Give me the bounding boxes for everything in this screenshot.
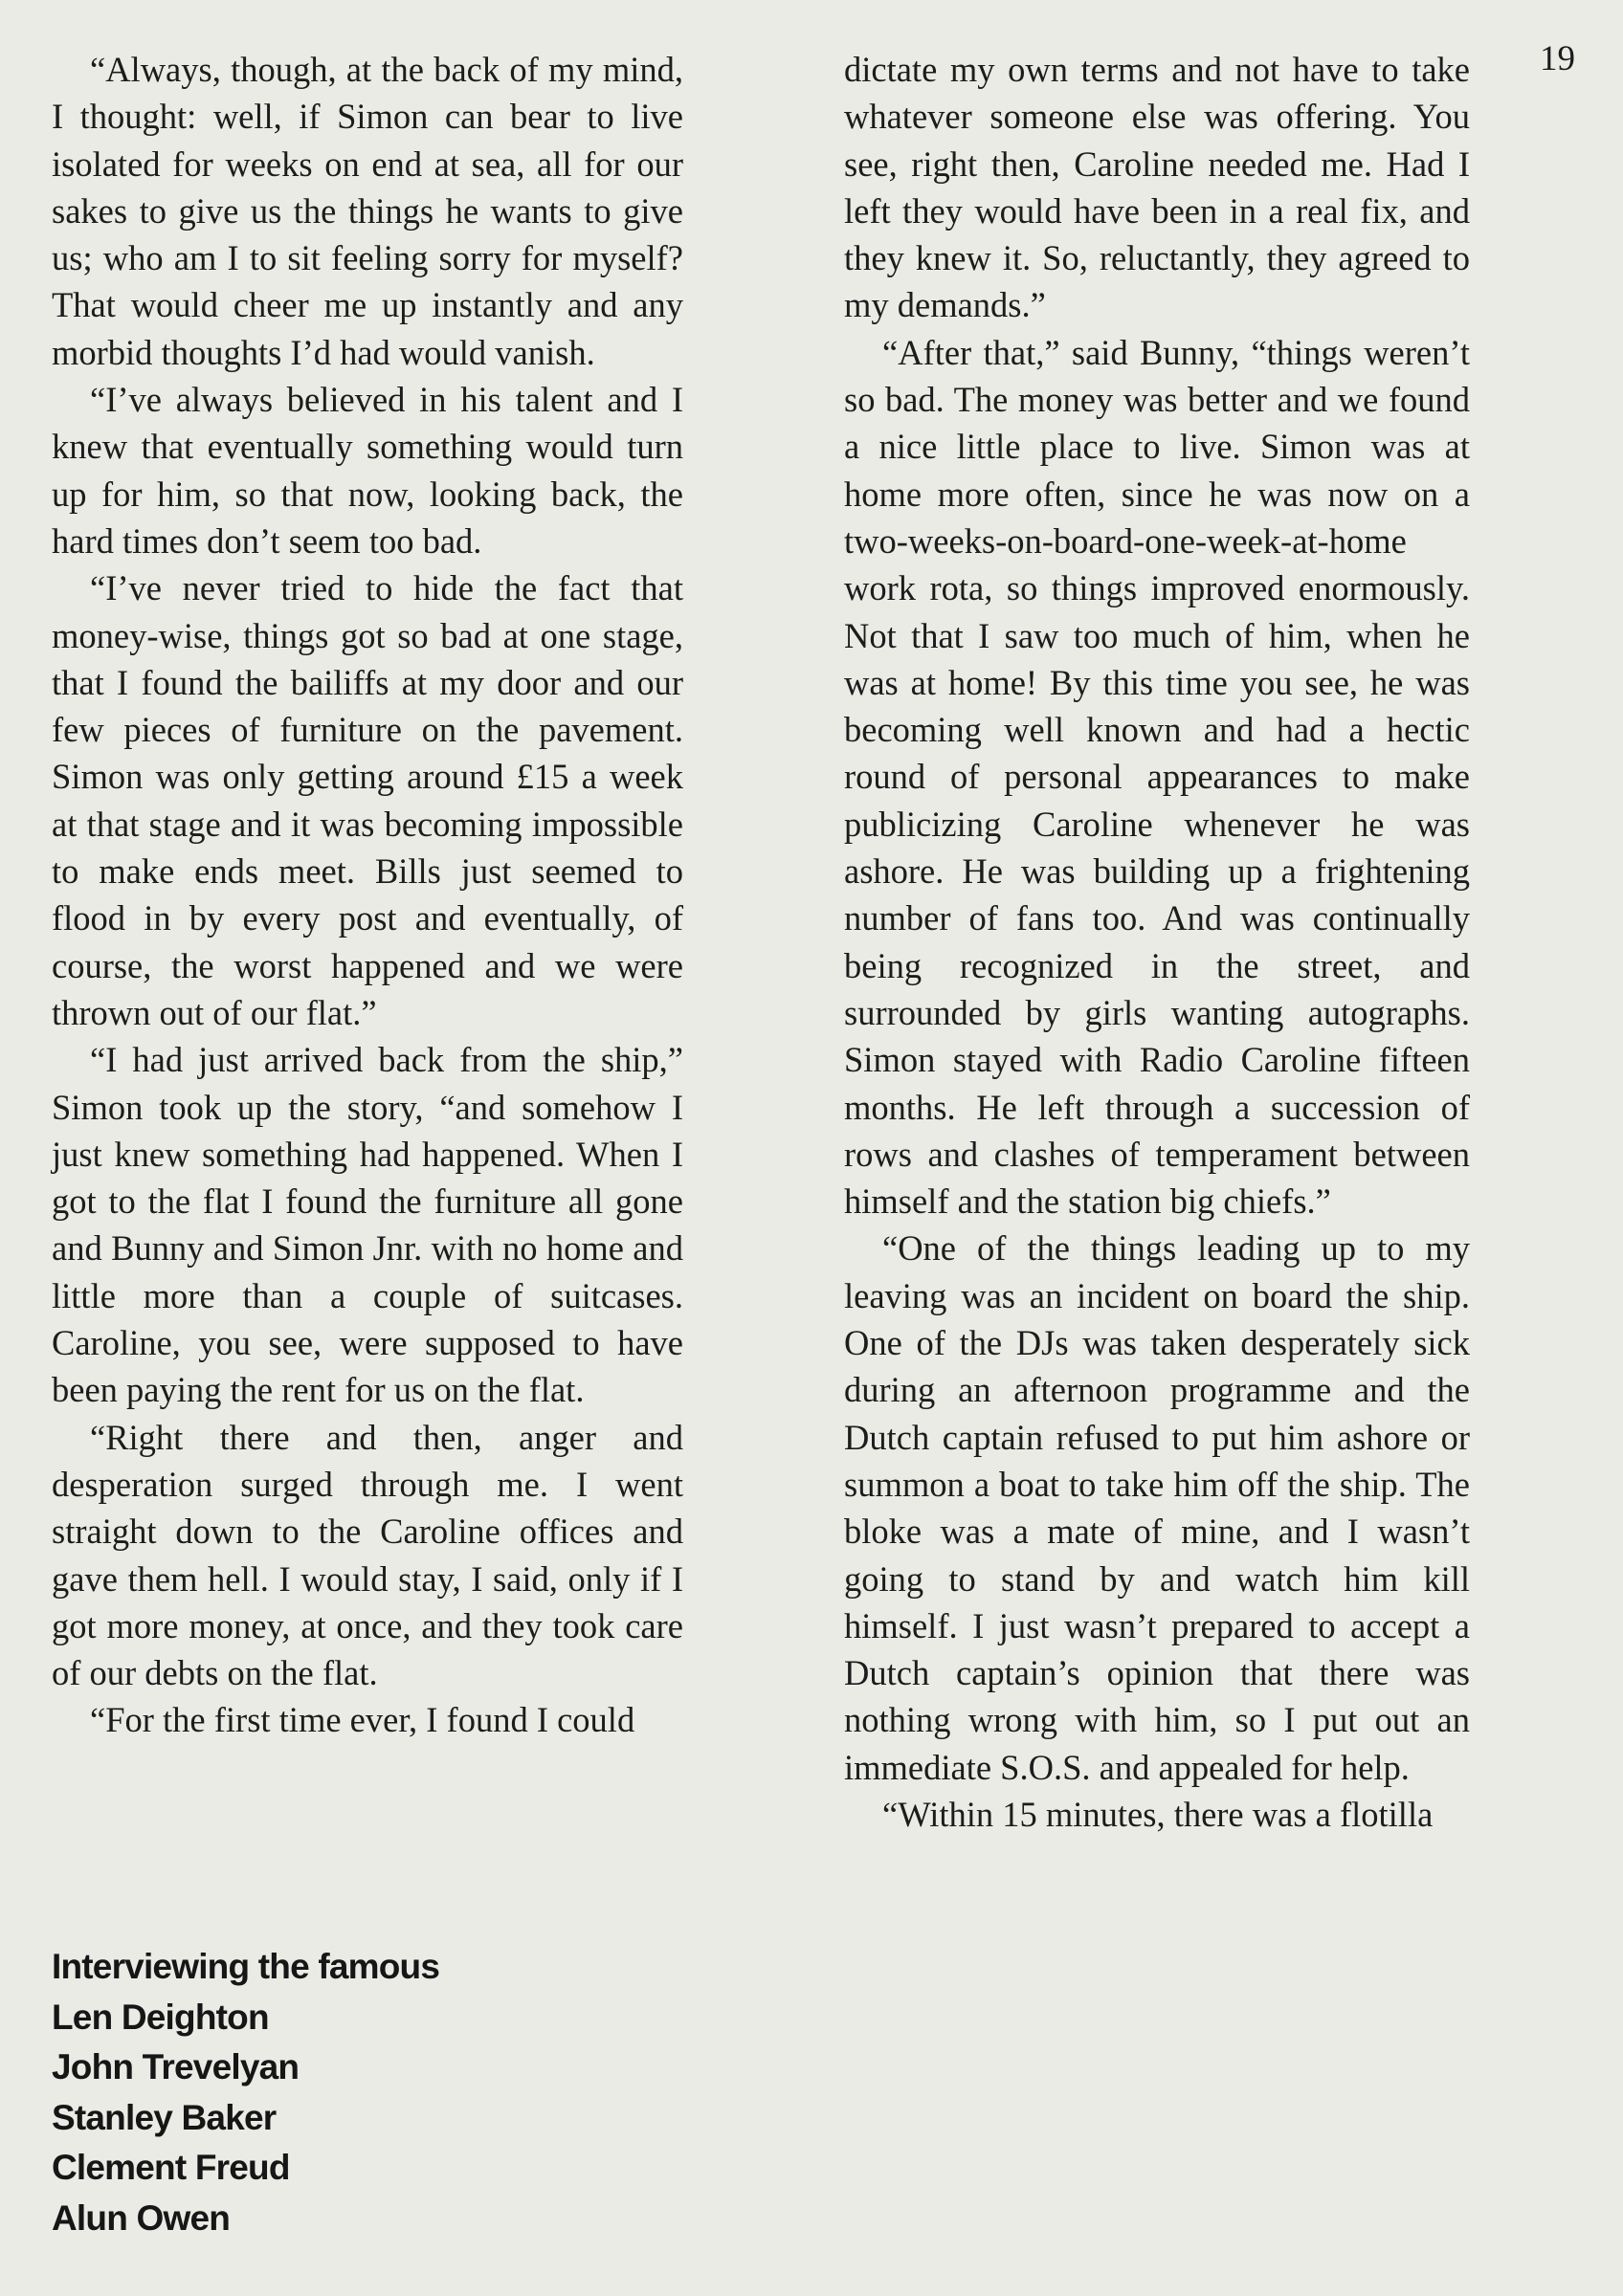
page-number: 19 [1540,39,1575,78]
paragraph: “I’ve always believed in his talent and I knew that eventually something would turn up for him, so that now, looking back, the hard times don’t seem too bad. [52,380,683,561]
interview-name: Stanley Baker [52,2097,277,2137]
right-column [844,46,1470,1838]
interview-name: Alun Owen [52,2197,231,2238]
interview-name: John Trevelyan [52,2047,300,2087]
paragraph: “One of the things leading up to my leaving was an incident on board the ship. One of the DJs was taken desperately sick during an afternoon programme and the Dutch captain refused to put him ashore or summon a boat to take him off the ship. The bloke was a mate of mine, and I wasn’t going to stand by and watch him kill himself. I just wasn’t prepared to accept a Dutch captain’s opinion that there was nothing wrong with him, so I put out an immediate S.O.S. and appealed for help. [844,1228,1470,1787]
paragraph: “Always, though, at the back of my mind, I thought: well, if Simon can bear to live isolated for weeks on end at sea, all for our sakes to give us the things he wants to give us; who am I to sit feeling sorry for myself? That would cheer me up instantly and any morbid thoughts I’d had would vanish. [52,50,683,372]
paragraph: “After that,” said Bunny, “things weren’t so bad. The money was better and we found a nice little place to live. Simon was at home more often, since he was now on a two-weeks-on-board-one-week-at-home work rota, so things improved enormously. Not that I saw too much of him, when he was at home! By this time you see, he was becoming well known and had a hectic round of personal appearances to make publicizing Caroline whenever he was ashore. He was building up a frightening number of fans too. And was continually being recognized in the street, and surrounded by girls wanting autographs. Simon stayed with Radio Caroline fifteen months. He left through a succession of rows and clashes of temperament between himself and the station big chiefs.” [844,332,1470,1222]
left-column [52,46,683,1744]
paragraph: “For the first time ever, I found I could [90,1700,635,1740]
paragraph: “I had just arrived back from the ship,” Simon took up the story, “and somehow I just knew something had happened. When I got to the flat I found the furniture all gone and Bunny and Simon Jnr. with no home and little more than a couple of suitcases. Caroline, you see, were supposed to have been paying the rent for us on the flat. [52,1040,683,1410]
paragraph: “Right there and then, anger and desperation surged through me. I went straight down to the Caroline offices and gave them hell. I would stay, I said, only if I got more money, at once, and they took care of our debts on the flat. [52,1417,683,1693]
interview-list-heading: Interviewing the famous [52,1947,440,1986]
interview-list [52,1942,722,2244]
interview-name: Clement Freud [52,2148,290,2188]
paragraph: “I’ve never tried to hide the fact that money-wise, things got so bad at one stage, that I found the bailiffs at my door and our few pieces of furniture on the pavement. Simon was only getting around £15 a week at that stage and it was becoming impossible to make ends meet. Bills just seemed to flood in by every post and eventually, of course, the worst happened and we were thrown out of our flat.” [52,568,683,1032]
paragraph-continued: dictate my own terms and not have to take whatever someone else was offering. You see, right then, Caroline needed me. Had I left they would have been in a real fix, and they knew it. So, reluctantly, they agreed to my demands.” [844,50,1470,325]
paragraph: “Within 15 minutes, there was a flotilla [882,1794,1434,1834]
interview-name: Len Deighton [52,1997,269,2037]
